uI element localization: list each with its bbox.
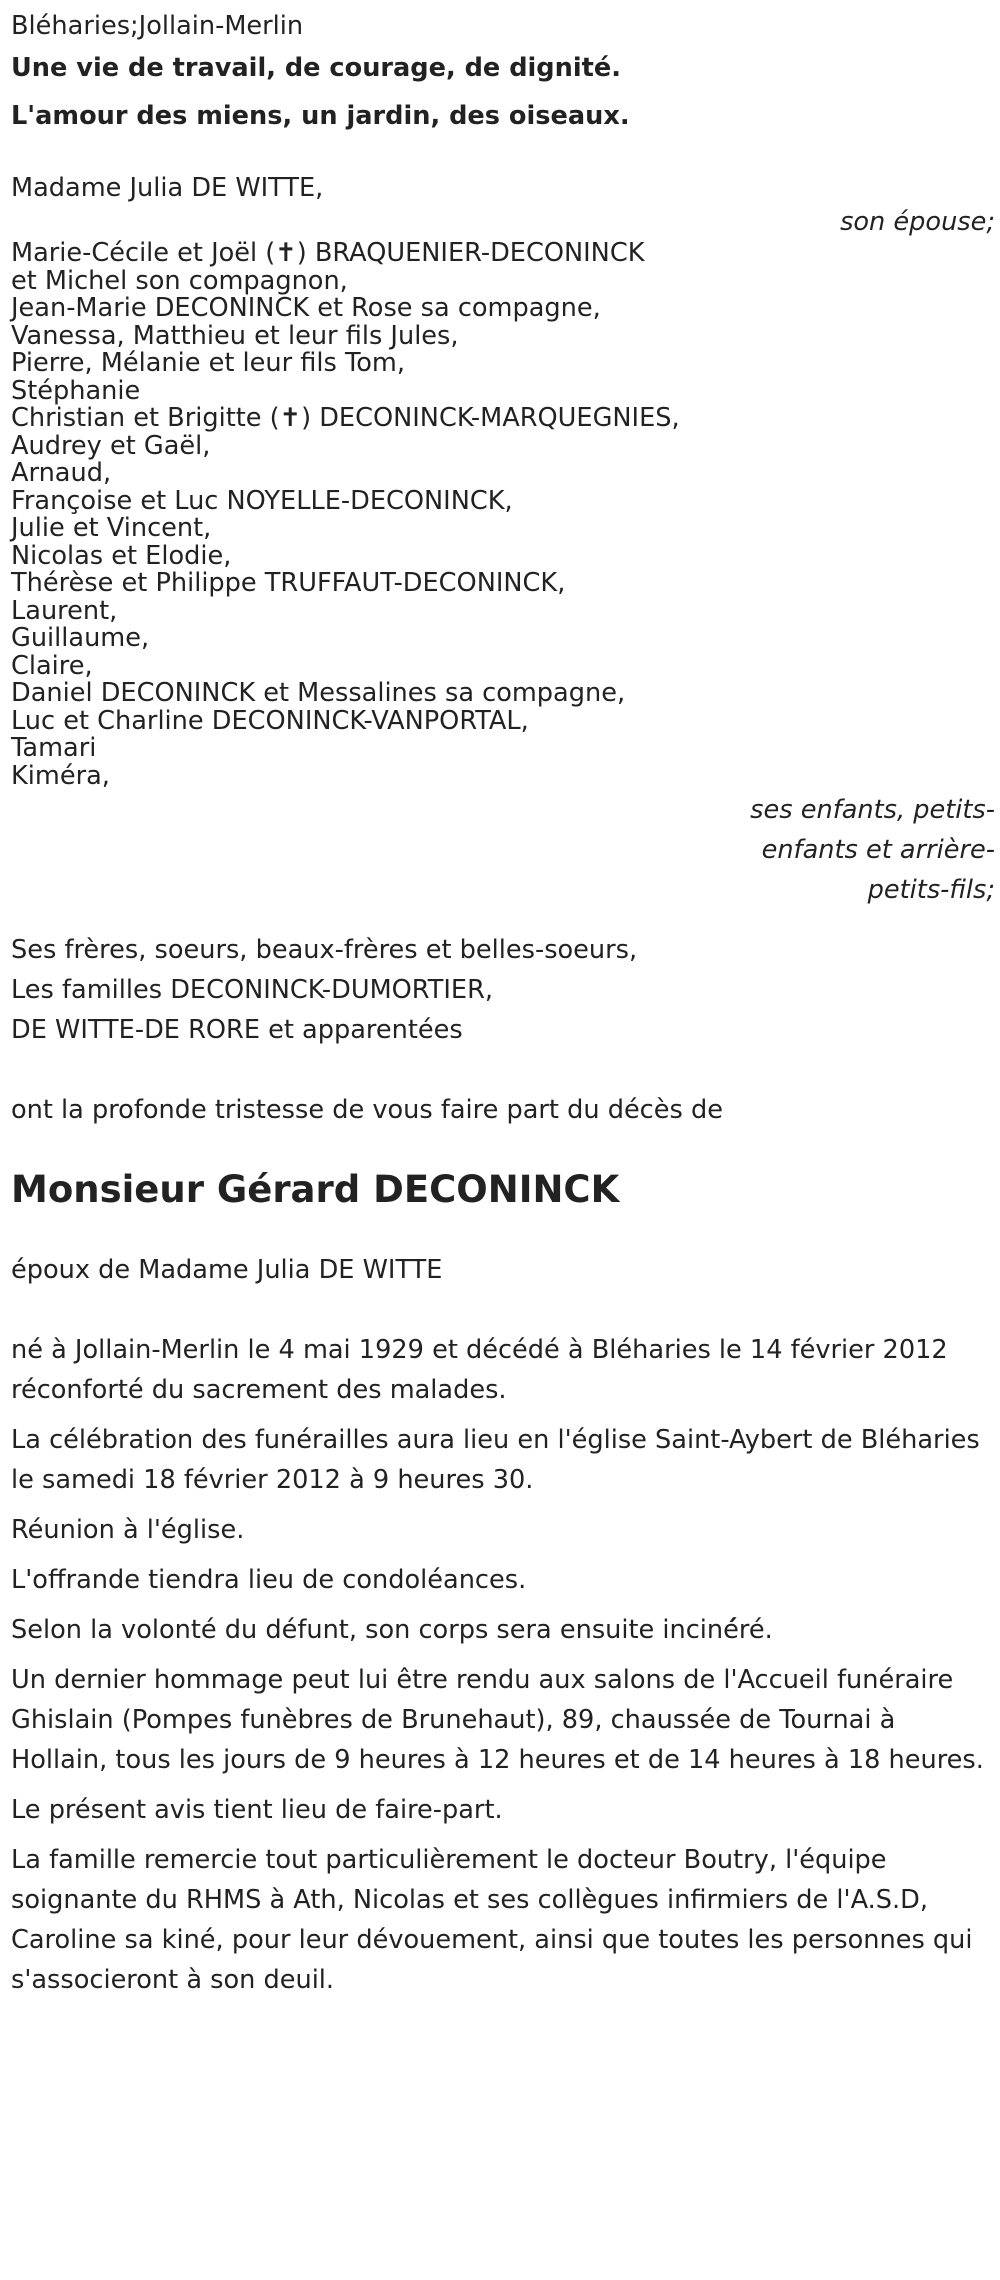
tribute-paragraph: Un dernier hommage peut lui être rendu aux salons de l'Accueil funéraire Ghislain (Pompes funèbres de Brunehaut), 89, chaussée de Tournai à Hollain, tous les jours de 9 heures à 12 heures et de 14 heures à 18 heures. (11, 1665, 984, 1775)
deceased-spouse-line: époux de Madame Julia DE WITTE (11, 1255, 443, 1285)
thanks-paragraph: La famille remercie tout particulièrement le docteur Boutry, l'équipe soignante du RHMS à Ath, Nicolas et ses collègues infirmiers de l'A.S.D, Caroline sa kiné, pour leur dévouement, ainsi que toutes les personnes qui s'associeront à son deuil. (11, 1845, 973, 1995)
family-member-line: Françoise et Luc NOYELLE-DECONINCK, (11, 485, 513, 516)
family-member-line: Jean-Marie DECONINCK et Rose sa compagne, (11, 293, 601, 323)
motto-line-2: L'amour des miens, un jardin, des oiseaux. (11, 101, 630, 131)
place-line: Bléharies;Jollain-Merlin (11, 11, 304, 41)
family-member-line: Stéphanie (11, 375, 141, 406)
family-member-line: Nicolas et Elodie, (11, 540, 232, 571)
family-member-line: Thérèse et Philippe TRUFFAUT-DECONINCK, (11, 568, 566, 598)
family-member-line: Marie-Cécile et Joël (✝) BRAQUENIER-DECONINCK (11, 238, 645, 268)
children-label-line: ses enfants, petits- (750, 795, 995, 825)
family-member-line: et Michel son compagnon, (11, 265, 348, 296)
children-label (11, 790, 995, 910)
relatives-line: Les familles DECONINCK-DUMORTIER, (11, 975, 493, 1005)
meeting-paragraph: Réunion à l'église. (11, 1515, 245, 1545)
family-member-line: Vanessa, Matthieu et leur fils Jules, (11, 320, 459, 351)
family-member-line: Pierre, Mélanie et leur fils Tom, (11, 348, 405, 378)
family-member-line: Tamari (11, 733, 97, 763)
relatives-line: Ses frères, soeurs, beaux-frères et belles-soeurs, (11, 935, 638, 965)
family-member-line: Audrey et Gaël, (11, 430, 211, 461)
notice-paragraph: Le présent avis tient lieu de faire-part. (11, 1795, 503, 1825)
relatives-list (11, 930, 991, 1050)
family-member-line: Guillaume, (11, 623, 150, 653)
family-member-line: Christian et Brigitte (✝) DECONINCK-MARQUEGNIES, (11, 403, 680, 433)
spouse-label: son épouse; (840, 207, 995, 237)
family-member-line: Arnaud, (11, 458, 112, 488)
family-member-line: Claire, (11, 650, 93, 681)
family-member-line: Kiméra, (11, 760, 110, 791)
children-label-line: enfants et arrière- (761, 835, 995, 865)
ceremony-paragraph: La célébration des funérailles aura lieu en l'église Saint-Aybert de Bléharies le samedi 18 février 2012 à 9 heures 30. (11, 1425, 980, 1495)
family-member-line: Laurent, (11, 595, 118, 626)
family-member-line: Julie et Vincent, (11, 513, 212, 543)
birth-death-paragraph: né à Jollain-Merlin le 4 mai 1929 et décédé à Bléharies le 14 février 2012 réconforté du sacrement des malades. (11, 1335, 948, 1405)
children-label-line: petits-fils; (867, 875, 995, 905)
offering-paragraph: L'offrande tiendra lieu de condoléances. (11, 1565, 527, 1595)
family-member-line: Daniel DECONINCK et Messalines sa compagne, (11, 678, 626, 708)
announcement-line: ont la profonde tristesse de vous faire part du décès de (11, 1095, 723, 1125)
cremation-paragraph: Selon la volonté du défunt, son corps sera ensuite inciné́ré. (11, 1615, 773, 1645)
relatives-line: DE WITTE-DE RORE et apparentées (11, 1015, 463, 1045)
obituary-content (11, 8, 995, 2000)
spouse-name: Madame Julia DE WITTE, (11, 173, 324, 203)
deceased-name: Monsieur Gérard DECONINCK (11, 1168, 620, 1211)
family-member-line: Luc et Charline DECONINCK-VANPORTAL, (11, 705, 529, 736)
children-list (11, 240, 991, 790)
motto-line-1: Une vie de travail, de courage, de dignité. (11, 53, 621, 83)
